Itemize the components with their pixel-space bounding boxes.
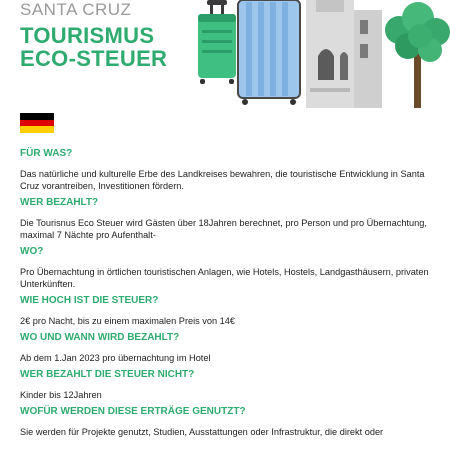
section-text: 2€ pro Nacht, bis zu einem maximalen Preis von 14€ bbox=[20, 316, 235, 326]
page-title bbox=[20, 24, 167, 70]
section-heading: WOFÜR WERDEN DIESE ERTRÄGE GENUTZT? bbox=[20, 406, 246, 417]
germany-flag-icon bbox=[20, 113, 54, 133]
tree-icon bbox=[385, 2, 450, 108]
section-text: Kinder bis 12Jahren bbox=[20, 390, 102, 400]
luggage-building-tree-illustration bbox=[194, 0, 450, 108]
section-usage bbox=[20, 406, 430, 438]
green-suitcase-icon bbox=[198, 0, 236, 84]
section-who-pays bbox=[20, 197, 430, 241]
title-line-2: ECO-STEUER bbox=[20, 46, 168, 71]
section-text: Das natürliche und kulturelle Erbe des Landkreises bewahren, die touristische Entwicklung in Santa Cruz vorantreiben, Investitionen fördern. bbox=[20, 169, 425, 191]
section-text: Die Tourisnus Eco Steuer wird Gästen über 18Jahren berechnet, pro Person und pro Übernachtung, maximal 7 Nächte pro Aufenthalt- bbox=[20, 218, 427, 240]
section-amount bbox=[20, 295, 430, 327]
section-heading: WER BEZAHLT? bbox=[20, 197, 99, 208]
section-heading: WO? bbox=[20, 246, 44, 257]
section-heading: WER BEZAHLT DIE STEUER NICHT? bbox=[20, 369, 195, 380]
hero-banner bbox=[0, 0, 450, 108]
section-heading: WO UND WANN WIRD BEZAHLT? bbox=[20, 332, 180, 343]
section-heading: WIE HOCH IST DIE STEUER? bbox=[20, 295, 159, 306]
section-text: Ab dem 1.Jan 2023 pro übernachtung im Hotel bbox=[20, 353, 211, 363]
church-building-icon bbox=[306, 0, 382, 108]
title-line-1: TOURISMUS bbox=[20, 23, 155, 48]
section-text: Sie werden für Projekte genutzt, Studien, Ausstattungen oder Infrastruktur, die direkt oder bbox=[20, 427, 384, 437]
section-exempt bbox=[20, 369, 430, 401]
blue-suitcase-icon bbox=[238, 0, 300, 105]
city-name: SANTA CRUZ bbox=[20, 0, 132, 19]
section-heading: FÜR WAS? bbox=[20, 148, 73, 159]
section-purpose bbox=[20, 148, 430, 192]
info-content bbox=[20, 148, 430, 443]
section-where-when bbox=[20, 332, 430, 364]
section-where bbox=[20, 246, 430, 290]
section-text: Pro Übernachtung in örtlichen touristischen Anlagen, wie Hotels, Hostels, Landgasthäusern, privaten Unterkünften. bbox=[20, 267, 429, 289]
